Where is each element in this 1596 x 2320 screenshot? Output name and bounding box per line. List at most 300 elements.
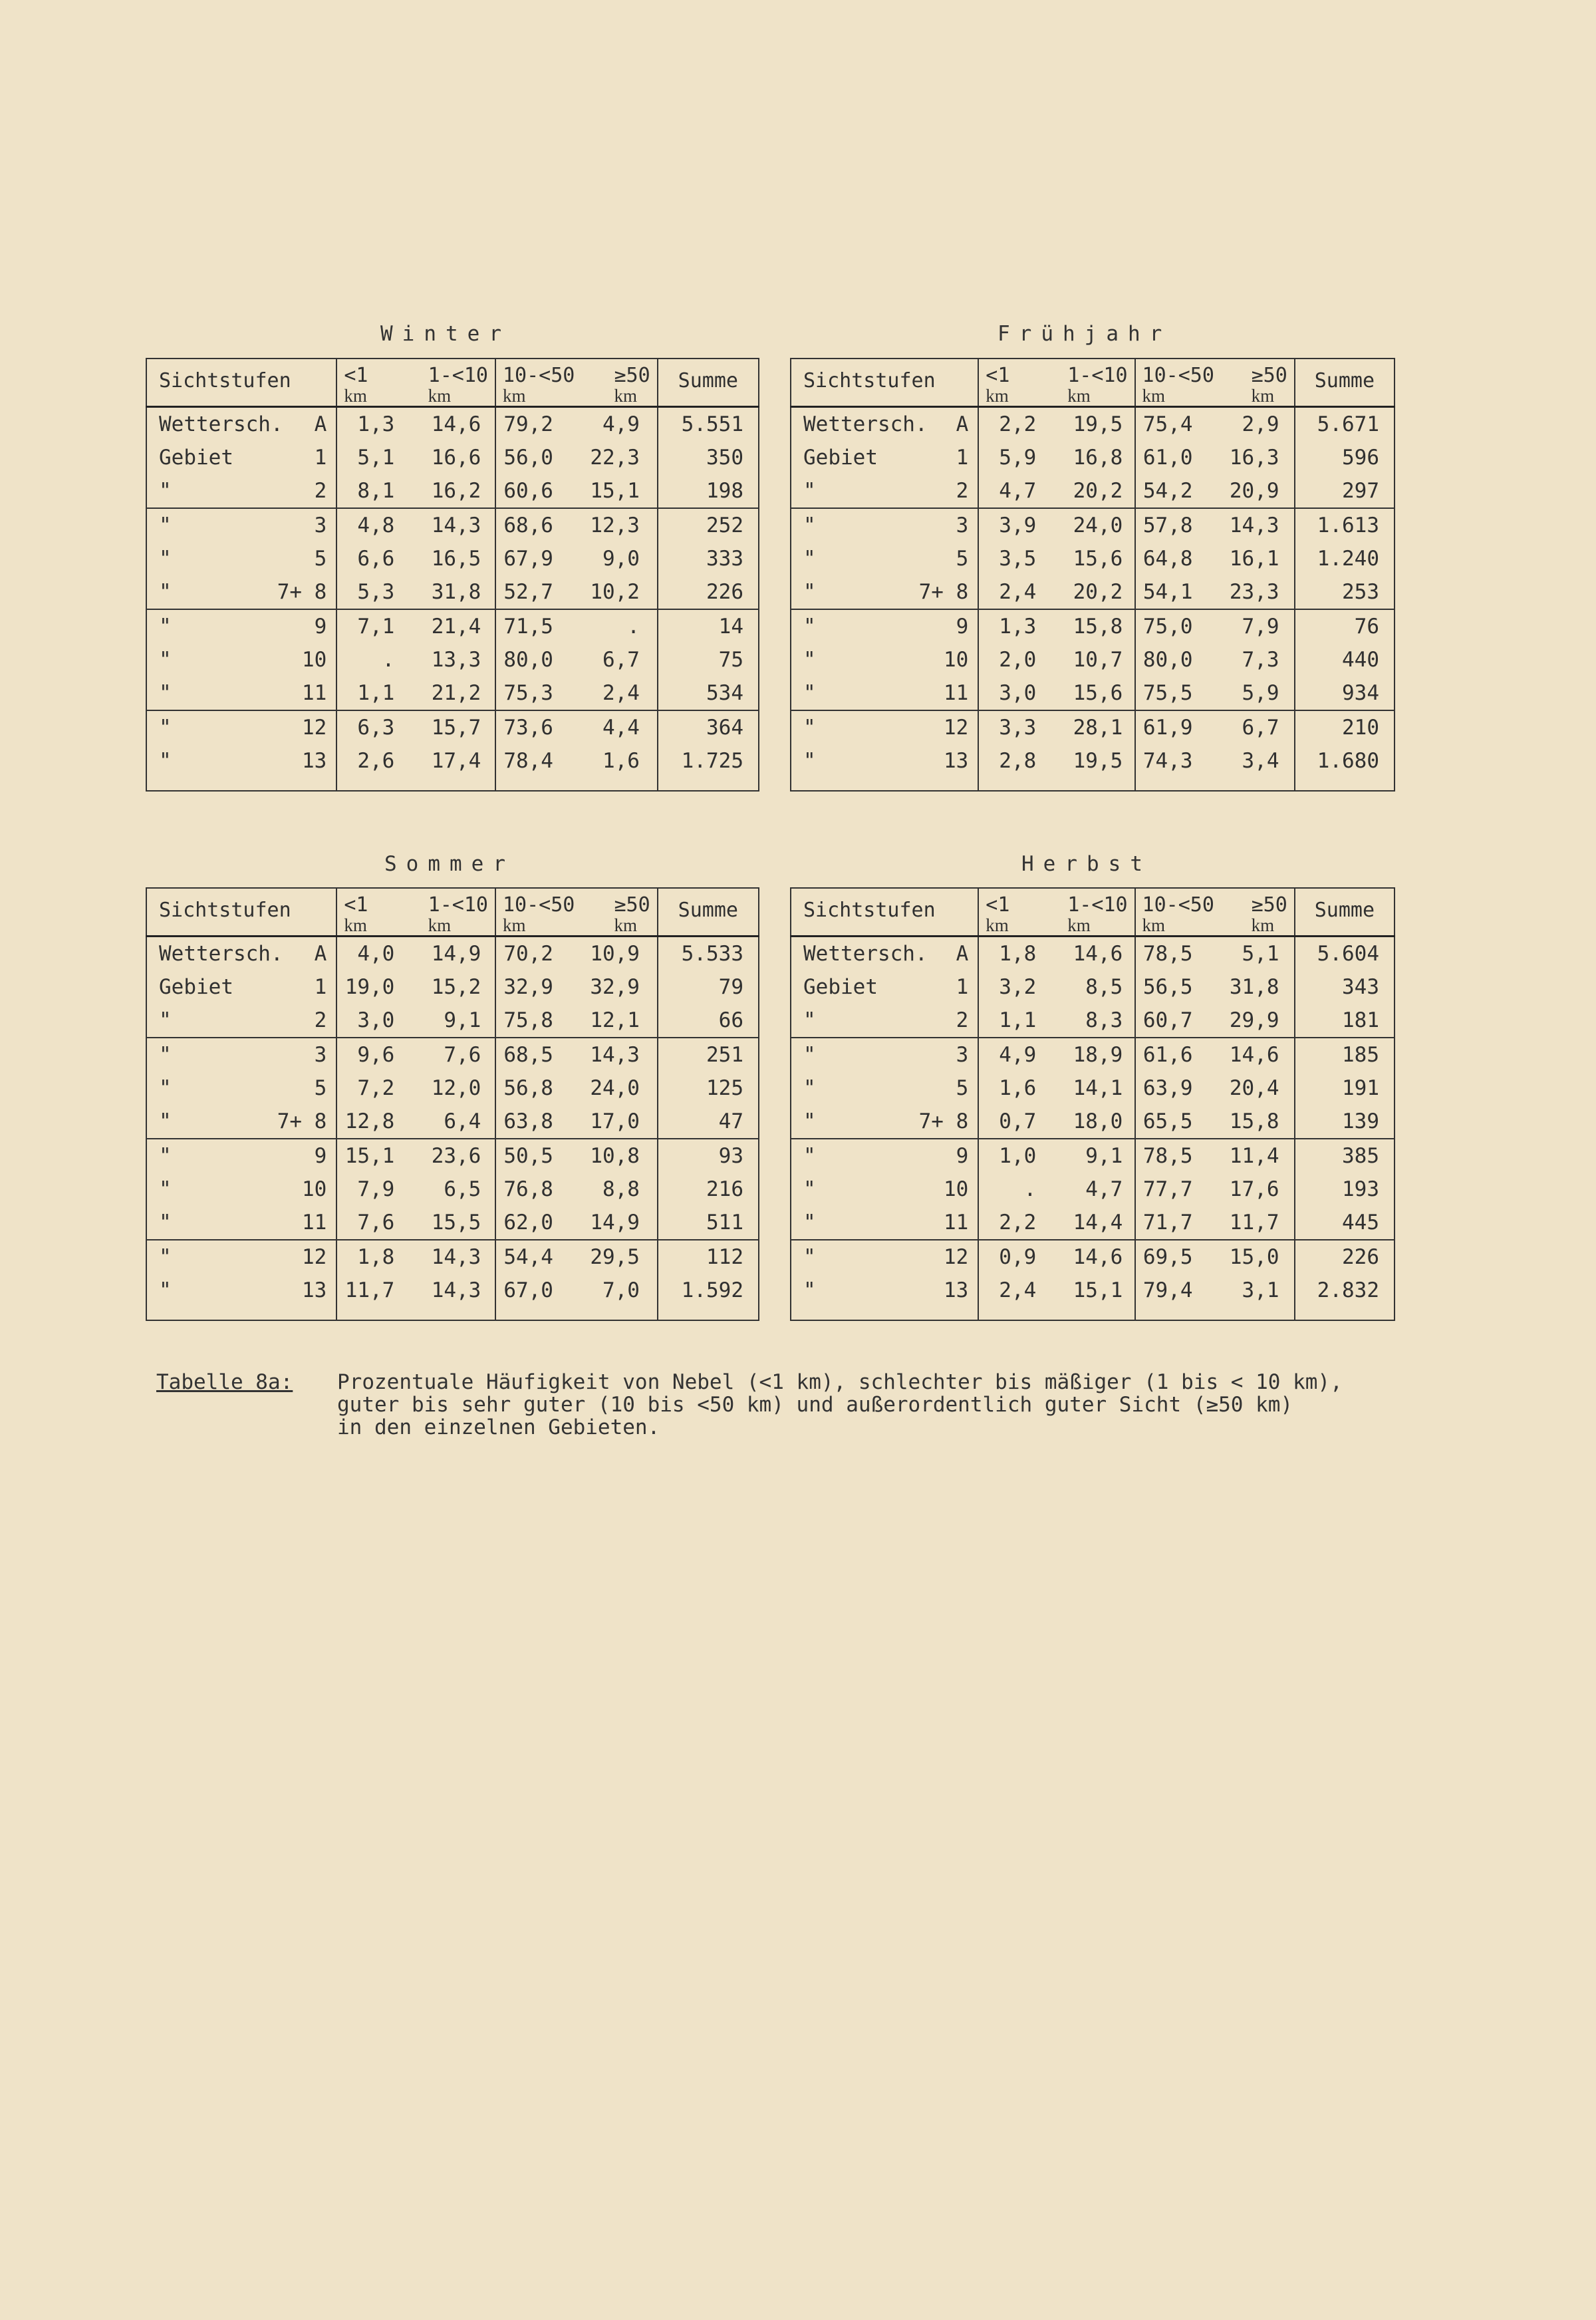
row-label [146, 407, 336, 442]
value-summe: 297 [1295, 474, 1395, 508]
value-pair-2 [1135, 1004, 1295, 1038]
value-a: 7,2 [357, 1076, 395, 1100]
value-c: 73,6 [503, 716, 553, 740]
row-code: 13 [302, 1278, 327, 1302]
row-label [791, 1038, 978, 1072]
value-d: 3,1 [1242, 1278, 1279, 1302]
value-b: 15,6 [1073, 681, 1123, 705]
value-pair-2 [1135, 609, 1295, 643]
row-code: 5 [314, 547, 327, 571]
value-pair-1 [978, 1274, 1134, 1307]
value-c: 32,9 [503, 975, 553, 999]
value-b: 8,3 [1085, 1008, 1123, 1032]
value-pair-2 [1135, 937, 1295, 971]
header-c2-top: 1-<10 [1067, 364, 1128, 387]
value-d: 29,9 [1229, 1008, 1279, 1032]
table-row [791, 1206, 1395, 1240]
value-pair-2 [1135, 710, 1295, 744]
value-b: 23,6 [431, 1144, 481, 1168]
value-pair-1 [978, 609, 1134, 643]
value-b: 18,9 [1073, 1043, 1123, 1067]
row-code: 11 [302, 681, 327, 705]
header-c3 [1142, 366, 1214, 406]
value-c: 60,7 [1142, 1008, 1193, 1032]
value-b: 15,6 [1073, 547, 1123, 571]
header-c2-top: 1-<10 [428, 893, 488, 917]
header-c3-top: 10-<50 [1142, 893, 1214, 917]
value-d: 7,3 [1242, 648, 1279, 672]
header-c1-top: <1 [986, 893, 1010, 917]
value-d: 10,8 [590, 1144, 640, 1168]
value-d: 16,1 [1229, 547, 1279, 571]
table-bottom-spacer [791, 1307, 1395, 1320]
value-pair-2 [1135, 1173, 1295, 1206]
season-title-winter: Winter [380, 322, 511, 346]
value-summe: 1.592 [658, 1274, 759, 1307]
header-c4-top: ≥50 [614, 893, 650, 917]
row-code: 11 [943, 681, 969, 705]
value-pair-1 [978, 1240, 1134, 1274]
value-pair-2 [1135, 508, 1295, 542]
header-c2-unit: km [428, 915, 452, 935]
value-summe: 47 [658, 1105, 759, 1139]
row-label-text: " [159, 648, 172, 672]
row-code: 7+ 8 [277, 580, 327, 604]
value-a: 1,1 [999, 1008, 1037, 1032]
value-summe: 333 [658, 542, 759, 575]
value-a: 4,9 [999, 1043, 1037, 1067]
value-summe: 112 [658, 1240, 759, 1274]
table-caption [156, 1370, 1343, 1439]
row-label-text: " [159, 580, 172, 604]
spacer-cell [146, 778, 336, 791]
row-label [146, 441, 336, 474]
value-d: 11,7 [1229, 1211, 1279, 1234]
value-c: 54,2 [1142, 479, 1193, 503]
table-row [146, 1274, 759, 1307]
value-d: 2,4 [602, 681, 640, 705]
row-code: 1 [314, 446, 327, 470]
row-code: A [314, 942, 327, 966]
value-c: 61,9 [1142, 716, 1193, 740]
table-row [146, 609, 759, 643]
value-d: 7,9 [1242, 615, 1279, 639]
value-summe: 251 [658, 1038, 759, 1072]
header-c3 [1142, 895, 1214, 935]
header-sichtstufen: Sichtstufen [791, 888, 978, 937]
value-summe: 596 [1295, 441, 1395, 474]
value-c: 79,4 [1142, 1278, 1193, 1302]
value-summe: 511 [658, 1206, 759, 1240]
value-pair-2 [1135, 643, 1295, 676]
value-b: 18,0 [1073, 1109, 1123, 1133]
spacer-cell [1295, 1307, 1395, 1320]
value-pair-2 [1135, 441, 1295, 474]
row-label [791, 643, 978, 676]
value-a: 2,2 [999, 1211, 1037, 1234]
value-pair-1 [978, 1139, 1134, 1173]
row-label-text: " [803, 716, 816, 740]
value-c: 67,9 [503, 547, 553, 571]
value-b: 15,2 [431, 975, 481, 999]
row-code: 13 [302, 749, 327, 773]
table-row [791, 1072, 1395, 1105]
table-bottom-spacer [791, 778, 1395, 791]
row-label [791, 1274, 978, 1307]
header-sichtstufen: Sichtstufen [791, 359, 978, 407]
value-summe: 385 [1295, 1139, 1395, 1173]
header-c3 [503, 366, 575, 406]
row-code: 9 [956, 1144, 969, 1168]
row-code: 1 [314, 975, 327, 999]
value-pair-1 [978, 508, 1134, 542]
row-code: 10 [302, 1177, 327, 1201]
value-d: 14,3 [1229, 513, 1279, 537]
row-code: 11 [943, 1211, 969, 1234]
value-c: 60,6 [503, 479, 553, 503]
row-code: 12 [943, 716, 969, 740]
table-row [791, 1173, 1395, 1206]
value-b: 15,1 [1073, 1278, 1123, 1302]
value-b: 31,8 [431, 580, 481, 604]
value-summe: 534 [658, 676, 759, 710]
row-code: 2 [314, 1008, 327, 1032]
table-row [791, 508, 1395, 542]
table-row [146, 1139, 759, 1173]
value-pair-1 [336, 1206, 495, 1240]
value-summe: 191 [1295, 1072, 1395, 1105]
header-c2-top: 1-<10 [428, 364, 488, 387]
caption-label: Tabelle 8a: [156, 1370, 293, 1394]
table-row [791, 1274, 1395, 1307]
header-c1-unit: km [986, 386, 1009, 406]
table-row [791, 1004, 1395, 1038]
row-label-text: Wettersch. [159, 942, 283, 966]
value-summe: 934 [1295, 676, 1395, 710]
value-pair-1 [978, 937, 1134, 971]
value-a: 1,0 [999, 1144, 1037, 1168]
value-c: 67,0 [503, 1278, 553, 1302]
row-label [146, 474, 336, 508]
value-pair-2 [495, 937, 658, 971]
value-pair-2 [495, 1173, 658, 1206]
value-pair-1 [978, 744, 1134, 778]
value-a: 6,3 [357, 716, 395, 740]
value-pair-2 [495, 1240, 658, 1274]
header-summe: Summe [1295, 888, 1395, 937]
value-d: 17,0 [590, 1109, 640, 1133]
table-fruehjahr [790, 358, 1395, 792]
row-label-text: Wettersch. [803, 412, 928, 436]
value-pair-1 [336, 744, 495, 778]
table-row [146, 676, 759, 710]
row-label [791, 1240, 978, 1274]
table-row [146, 1038, 759, 1072]
value-b: 12,0 [431, 1076, 481, 1100]
value-pair-2 [495, 441, 658, 474]
row-label-text: Gebiet [159, 975, 233, 999]
row-label [146, 710, 336, 744]
table-row [791, 710, 1395, 744]
row-label [791, 575, 978, 609]
table-herbst [790, 887, 1395, 1321]
value-c: 70,2 [503, 942, 553, 966]
value-c: 57,8 [1142, 513, 1193, 537]
row-label-text: " [803, 547, 816, 571]
header-sichtstufen: Sichtstufen [146, 359, 336, 407]
table-row [146, 710, 759, 744]
value-a: 2,8 [999, 749, 1037, 773]
row-label [146, 970, 336, 1004]
row-label-text: " [159, 1076, 172, 1100]
value-pair-2 [495, 1105, 658, 1139]
caption-line-1: Prozentuale Häufigkeit von Nebel (<1 km), schlechter bis mäßiger (1 bis < 10 km), [337, 1370, 1343, 1394]
table-row [791, 575, 1395, 609]
spacer-cell [336, 778, 495, 791]
value-d: 20,4 [1229, 1076, 1279, 1100]
spacer-cell [978, 778, 1134, 791]
table-row [146, 1240, 759, 1274]
header-ranges-2 [1135, 359, 1295, 407]
header-c2-top: 1-<10 [1067, 893, 1128, 917]
header-ranges-1 [336, 359, 495, 407]
header-ranges-1 [978, 359, 1134, 407]
value-b: 19,5 [1073, 749, 1123, 773]
value-summe: 2.832 [1295, 1274, 1395, 1307]
header-c3-top: 10-<50 [1142, 364, 1214, 387]
value-pair-2 [495, 676, 658, 710]
row-label-text: " [159, 1008, 172, 1032]
row-label [791, 1139, 978, 1173]
value-pair-2 [495, 1206, 658, 1240]
value-d: 3,4 [1242, 749, 1279, 773]
value-a: 1,3 [357, 412, 395, 436]
value-a: 8,1 [357, 479, 395, 503]
value-pair-2 [1135, 542, 1295, 575]
header-c4 [614, 366, 650, 406]
spacer-cell [1135, 778, 1295, 791]
value-c: 69,5 [1142, 1245, 1193, 1269]
value-c: 78,5 [1142, 1144, 1193, 1168]
header-row [791, 888, 1395, 937]
value-b: 14,3 [431, 1278, 481, 1302]
value-a: 2,6 [357, 749, 395, 773]
value-a: 11,7 [344, 1278, 395, 1302]
value-summe: 193 [1295, 1173, 1395, 1206]
row-label [791, 1206, 978, 1240]
value-summe: 216 [658, 1173, 759, 1206]
spacer-cell [146, 1307, 336, 1320]
value-summe: 445 [1295, 1206, 1395, 1240]
spacer-cell [336, 1307, 495, 1320]
value-a: 7,9 [357, 1177, 395, 1201]
value-pair-2 [1135, 407, 1295, 442]
row-code: 10 [302, 648, 327, 672]
header-c2 [1067, 366, 1127, 406]
value-pair-1 [978, 1072, 1134, 1105]
value-c: 75,8 [503, 1008, 553, 1032]
header-ranges-2 [1135, 888, 1295, 937]
row-code: 2 [956, 479, 969, 503]
value-pair-2 [1135, 744, 1295, 778]
value-pair-1 [336, 1274, 495, 1307]
header-c4 [1252, 366, 1287, 406]
row-label [791, 508, 978, 542]
row-label [146, 643, 336, 676]
row-label [146, 1173, 336, 1206]
table-row [791, 1038, 1395, 1072]
value-c: 79,2 [503, 412, 553, 436]
value-a: 3,3 [999, 716, 1037, 740]
spacer-cell [495, 1307, 658, 1320]
value-c: 52,7 [503, 580, 553, 604]
row-label [791, 1173, 978, 1206]
value-summe: 198 [658, 474, 759, 508]
value-pair-2 [1135, 575, 1295, 609]
value-c: 56,5 [1142, 975, 1193, 999]
value-b: 14,4 [1073, 1211, 1123, 1234]
value-a: 1,6 [999, 1076, 1037, 1100]
table-row [791, 1139, 1395, 1173]
header-c4 [614, 895, 650, 935]
value-pair-1 [336, 508, 495, 542]
header-c2 [1067, 895, 1127, 935]
value-b: 16,5 [431, 547, 481, 571]
value-c: 78,4 [503, 749, 553, 773]
value-a: 6,6 [357, 547, 395, 571]
value-summe: 364 [658, 710, 759, 744]
row-label [791, 609, 978, 643]
value-d: 31,8 [1229, 975, 1279, 999]
value-b: 24,0 [1073, 513, 1123, 537]
row-label [146, 937, 336, 971]
header-ranges-2 [495, 888, 658, 937]
value-summe: 5.604 [1295, 937, 1395, 971]
row-label-text: Gebiet [803, 975, 878, 999]
value-pair-1 [978, 1173, 1134, 1206]
value-d: 14,3 [590, 1043, 640, 1067]
row-label [146, 575, 336, 609]
value-c: 50,5 [503, 1144, 553, 1168]
value-d: 16,3 [1229, 446, 1279, 470]
value-pair-1 [336, 1072, 495, 1105]
table-row [146, 542, 759, 575]
value-c: 74,3 [1142, 749, 1193, 773]
header-c1 [986, 895, 1009, 935]
spacer-cell [978, 1307, 1134, 1320]
row-label [146, 1105, 336, 1139]
value-b: 6,5 [444, 1177, 481, 1201]
value-pair-1 [336, 937, 495, 971]
value-b: 16,2 [431, 479, 481, 503]
header-c4-unit: km [614, 915, 637, 935]
value-a: 5,3 [357, 580, 395, 604]
value-pair-2 [495, 1139, 658, 1173]
table-bottom-spacer [146, 778, 759, 791]
value-pair-2 [495, 1274, 658, 1307]
value-d: 7,0 [602, 1278, 640, 1302]
value-b: 8,5 [1085, 975, 1123, 999]
value-d: 2,9 [1242, 412, 1279, 436]
header-c1-unit: km [986, 915, 1009, 935]
value-d: 5,9 [1242, 681, 1279, 705]
value-c: 56,0 [503, 446, 553, 470]
row-code: 9 [314, 1144, 327, 1168]
value-c: 68,5 [503, 1043, 553, 1067]
row-code: 1 [956, 975, 969, 999]
value-pair-1 [978, 643, 1134, 676]
value-d: 29,5 [590, 1245, 640, 1269]
value-pair-1 [336, 542, 495, 575]
value-pair-1 [978, 1206, 1134, 1240]
row-code: 5 [314, 1076, 327, 1100]
table-row [146, 1173, 759, 1206]
value-a: 15,1 [344, 1144, 395, 1168]
row-label [146, 744, 336, 778]
header-c2-unit: km [1067, 386, 1091, 406]
value-pair-2 [1135, 676, 1295, 710]
value-d: 11,4 [1229, 1144, 1279, 1168]
value-d: 24,0 [590, 1076, 640, 1100]
header-c1-top: <1 [344, 364, 368, 387]
value-pair-1 [336, 1004, 495, 1038]
row-code: 10 [943, 648, 969, 672]
value-b: 28,1 [1073, 716, 1123, 740]
row-code: 13 [943, 1278, 969, 1302]
row-code: A [956, 412, 969, 436]
table-sommer [146, 887, 759, 1321]
table-row [791, 744, 1395, 778]
value-pair-1 [336, 1105, 495, 1139]
value-d: 22,3 [590, 446, 640, 470]
season-title-sommer: Sommer [384, 852, 515, 876]
value-summe: 350 [658, 441, 759, 474]
row-label-text: Wettersch. [159, 412, 283, 436]
table-row [146, 1072, 759, 1105]
value-c: 75,0 [1142, 615, 1193, 639]
row-label-text: " [803, 681, 816, 705]
table-row [146, 1105, 759, 1139]
value-d: 17,6 [1229, 1177, 1279, 1201]
value-a: . [382, 648, 395, 672]
table-row [791, 937, 1395, 971]
row-label-text: " [803, 615, 816, 639]
row-code: A [956, 942, 969, 966]
value-pair-1 [336, 643, 495, 676]
header-c3-top: 10-<50 [502, 364, 575, 387]
value-d: 9,0 [602, 547, 640, 571]
table-row [791, 676, 1395, 710]
value-a: 5,9 [999, 446, 1037, 470]
value-d: 32,9 [590, 975, 640, 999]
value-c: 54,4 [503, 1245, 553, 1269]
row-label [791, 744, 978, 778]
row-label [146, 508, 336, 542]
row-label [146, 1004, 336, 1038]
value-pair-1 [978, 710, 1134, 744]
row-code: 7+ 8 [918, 580, 969, 604]
value-a: 7,6 [357, 1211, 395, 1234]
row-label [146, 609, 336, 643]
value-c: 76,8 [503, 1177, 553, 1201]
header-row [146, 888, 759, 937]
value-d: 4,4 [602, 716, 640, 740]
row-code: A [314, 412, 327, 436]
value-summe: 5.533 [658, 937, 759, 971]
value-pair-2 [495, 508, 658, 542]
value-summe: 253 [1295, 575, 1395, 609]
row-label [791, 542, 978, 575]
